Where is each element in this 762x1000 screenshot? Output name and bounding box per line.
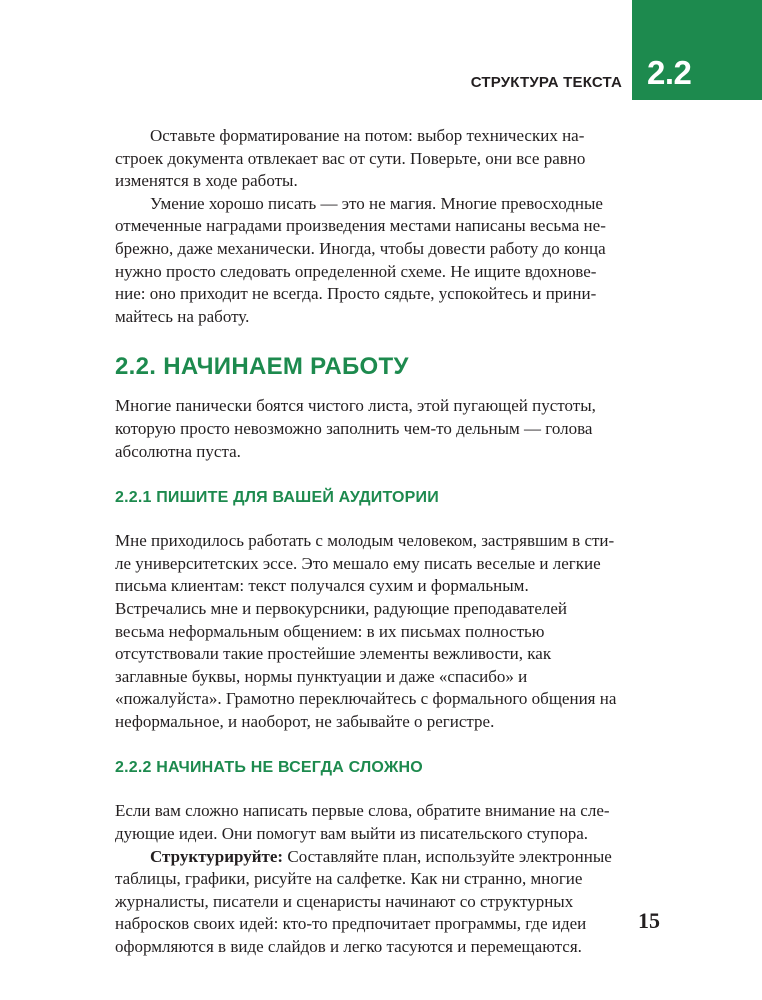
page-number: 15 [638, 908, 660, 933]
structure-tip-label: Структурируйте: [150, 846, 284, 866]
subsection-2-paragraph: Если вам сложно написать первые слова, обратите внимание на следующие идеи. Они помогут вам выйти из писательского ступора. [115, 801, 610, 844]
subsection-1-paragraph: Мне приходилось работать с молодым человеком, застрявшим в стиле университетских эссе. Это мешало ему писать веселые и легкие письма клиентам: текст получался сухим и формальным. Встречались мне и первокурсники, радующие преподавателей весьма неформальным общением: в их письмах полностью отсутствовали такие простейшие элементы вежливости, как заглавные буквы, нормы пунктуации и даже «спасибо» и «пожалуйста». Грамотно переключайтесь с формального общения на неформальное, и наоборот, не забывайте о регистре. [115, 531, 617, 731]
section-paragraph: Многие панически боятся чистого листа, этой пугающей пустоты, которую просто невозможно заполнить чем-то дельным — голова абсолютна пуста. [115, 396, 596, 461]
structure-tip-text: Составляйте план, используйте электронные таблицы, графики, рисуйте на салфетке. Как ни странно, многие журналисты, писатели и сценаристы начинают со структурных набросков своих идей: кто-то предпочитает программы, где идеи оформляются в виде слайдов и легко тасуются и перемещаются. [115, 846, 612, 957]
structure-tip-paragraph [115, 846, 620, 959]
page-content [115, 125, 620, 959]
chapter-tab [632, 0, 762, 100]
subsection-2-heading: 2.2.2 НАЧИНАТЬ НЕ ВСЕГДА СЛОЖНО [115, 759, 423, 777]
intro-paragraph-2: Умение хорошо писать — это не магия. Многие превосходные отмеченные наградами произведения местами написаны весьма небрежно, даже механически. Иногда, чтобы довести работу до конца нужно просто следовать определенной схеме. Не ищите вдохновение: оно приходит не всегда. Просто сядьте, успокойтесь и принимайтесь на работу. [115, 193, 606, 326]
subsection-1-heading: 2.2.1 ПИШИТЕ ДЛЯ ВАШЕЙ АУДИТОРИИ [115, 489, 439, 507]
intro-paragraph-1: Оставьте форматирование на потом: выбор технических настроек документа отвлекает вас от сути. Поверьте, они все равно изменятся в ходе работы. [115, 126, 586, 191]
chapter-number: 2.2 [647, 54, 692, 91]
running-head-title: СТРУКТУРА ТЕКСТА [470, 74, 622, 91]
section-heading: 2.2. НАЧИНАЕМ РАБОТУ [115, 353, 409, 381]
